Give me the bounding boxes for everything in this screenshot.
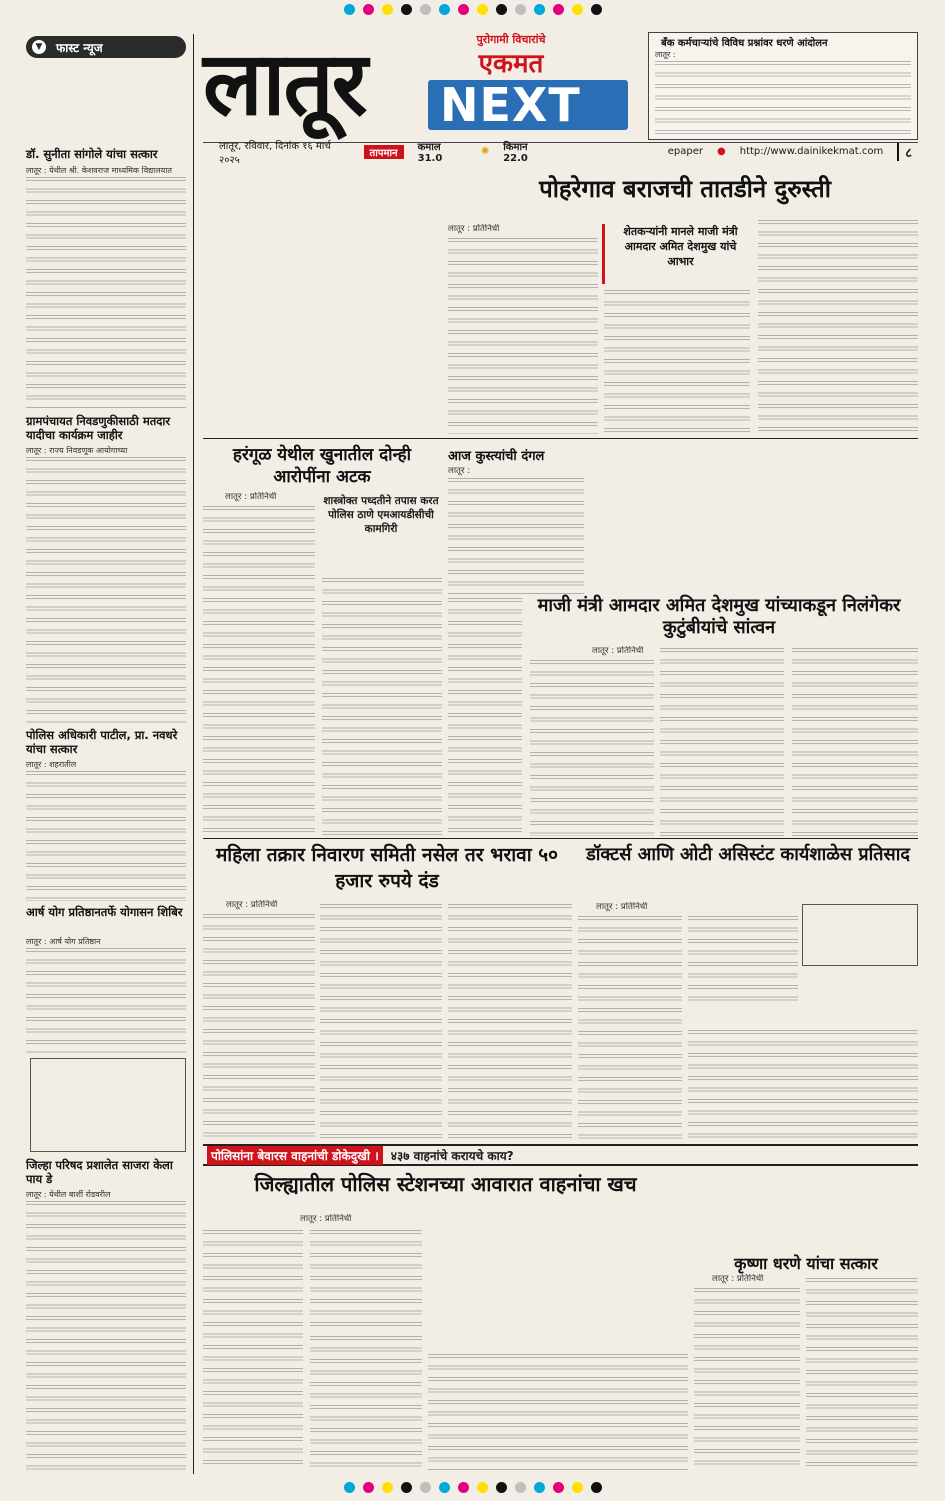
sidebar-headline-3: पोलिस अधिकारी पाटील, प्रा. नवधरे यांचा सत्कार bbox=[26, 728, 178, 756]
story7-body-col3 bbox=[428, 1354, 688, 1470]
story6-headline: डॉक्टर्स आणि ओटी असिस्टंट कार्यशाळेस प्रतिसाद bbox=[586, 844, 910, 865]
story2-byline: लातूर : प्रतिनिधी bbox=[225, 492, 277, 502]
masthead-tagline: पुरोगामी विचारांचे bbox=[476, 33, 546, 46]
story3-byline: लातूर : bbox=[448, 466, 471, 476]
story5-body-col2 bbox=[320, 904, 442, 1142]
story8-photo bbox=[694, 1170, 918, 1250]
story8-headline: कृष्णा धरणे यांचा सत्कार bbox=[734, 1254, 878, 1273]
sidebar-headline-4: आर्ष योग प्रतिष्ठानतर्फे योगासन शिबिर bbox=[26, 905, 183, 919]
top-right-box bbox=[648, 32, 918, 140]
registration-marks-bottom bbox=[0, 1482, 945, 1493]
story6-body-col1 bbox=[578, 916, 682, 1142]
story2-kicker: शास्त्रोक्त पध्दतीने तपास करत पोलिस ठाणे एमआयडीसीची कामगिरी bbox=[323, 495, 439, 535]
sidebar-photo-1 bbox=[30, 64, 186, 142]
section-rule-2 bbox=[203, 838, 918, 839]
dateline: लातूर, रविवार, दिनांक १६ मार्च २०२५ bbox=[219, 140, 331, 166]
sidebar-body-3 bbox=[26, 771, 186, 901]
sidebar-lead-3: लातूर : शहरातील bbox=[26, 760, 77, 769]
story7-body-col2b bbox=[310, 1336, 422, 1470]
story6-body-col2 bbox=[688, 916, 798, 1006]
story1-body-col1 bbox=[448, 238, 598, 434]
story1-pull-quote: शेतकऱ्यांनी मानले माजी मंत्री आमदार अमित देशमुख यांचे आभार bbox=[602, 224, 750, 284]
story4-byline: लातूर : प्रतिनिधी bbox=[592, 646, 644, 656]
story2-body-col1 bbox=[203, 506, 315, 836]
masthead-brand: एकमत bbox=[478, 49, 544, 79]
top-right-lead: लातूर : bbox=[655, 50, 676, 59]
sidebar-lead-2: लातूर : राज्य निवडणूक आयोगाच्या bbox=[26, 446, 128, 455]
story3-body bbox=[448, 478, 584, 596]
story7-photo bbox=[428, 1228, 688, 1350]
top-right-headline: बँक कर्मचाऱ्यांचे विविध प्रश्नांवर धरणे आंदोलन bbox=[661, 38, 828, 49]
chevron-down-icon: ▼ bbox=[32, 40, 46, 54]
dateline-bar bbox=[203, 140, 918, 166]
fast-news-label: फास्ट न्यूज bbox=[56, 40, 103, 55]
story6-photo-1 bbox=[802, 904, 918, 966]
story3-headline: आज कुस्त्यांची दंगल bbox=[448, 449, 545, 464]
max-temp: कमाल 31.0 bbox=[417, 142, 443, 164]
story8-byline: लातूर : प्रतिनिधी bbox=[712, 1274, 764, 1284]
banner-red-text: पोलिसांना बेवारस वाहनांची डोकेदुखी । bbox=[207, 1146, 383, 1165]
sidebar-body-1 bbox=[26, 177, 186, 409]
sidebar-lead-4: लातूर : आर्ष योग प्रतिष्ठान bbox=[26, 937, 101, 946]
page-number: ८ bbox=[897, 143, 918, 161]
sidebar-headline-1: डॉ. सुनीता सांगोले यांचा सत्कार bbox=[26, 147, 158, 161]
story6-body-col3 bbox=[688, 1030, 918, 1142]
story7-headline: जिल्ह्यातील पोलिस स्टेशनच्या आवारात वाहनांचा खच bbox=[254, 1172, 637, 1196]
story6-byline: लातूर : प्रतिनिधी bbox=[596, 902, 648, 912]
story4-headline: माजी मंत्री आमदार अमित देशमुख यांच्याकडून निलंगेकर कुटुंबीयांचे सांत्वन bbox=[537, 595, 901, 638]
vehicles-banner bbox=[203, 1144, 918, 1166]
fast-news-header bbox=[26, 36, 186, 58]
masthead-next: NEXT bbox=[428, 80, 628, 130]
website-url[interactable]: http://www.dainikekmat.com bbox=[739, 146, 884, 157]
weather-label: तापमान bbox=[364, 145, 404, 159]
story8-body-col1 bbox=[694, 1288, 800, 1470]
story5-headline: महिला तक्रार निवारण समिती नसेल तर भरावा ५० हजार रुपये दंड bbox=[215, 844, 559, 892]
story7-body-col1 bbox=[203, 1230, 303, 1470]
min-temp: किमान 22.0 bbox=[503, 142, 528, 164]
epaper-label: epaper bbox=[667, 146, 703, 157]
story7-body-col2 bbox=[310, 1230, 422, 1330]
registration-marks-top bbox=[0, 4, 945, 15]
story1-headline: पोहरेगाव बराजची तातडीने दुरुस्ती bbox=[539, 175, 831, 203]
sidebar-body-5 bbox=[26, 1201, 186, 1471]
story2-headline: हरंगूळ येथील खुनातील दोन्ही आरोपींना अटक bbox=[232, 445, 412, 487]
sidebar-headline-5: जिल्हा परिषद प्रशालेत साजरा केला पाय डे bbox=[26, 1158, 173, 1186]
story1-photo bbox=[203, 164, 439, 436]
section-rule-1 bbox=[203, 438, 918, 439]
story5-body-col3 bbox=[448, 904, 572, 1142]
sidebar-body-4 bbox=[26, 948, 186, 1053]
story1-body-col3 bbox=[758, 220, 918, 434]
sidebar-body-2 bbox=[26, 457, 186, 724]
banner-black-text: ४३७ वाहनांचे करायचे काय? bbox=[390, 1148, 514, 1163]
masthead-title: लातूर bbox=[203, 32, 366, 135]
story5-byline: लातूर : प्रतिनिधी bbox=[226, 900, 278, 910]
story4-body-col1 bbox=[530, 660, 654, 836]
sidebar-photo-yoga bbox=[30, 1058, 186, 1152]
story4-body-col3 bbox=[792, 648, 918, 836]
globe-icon: ● bbox=[717, 146, 726, 157]
story2-body-col2 bbox=[322, 578, 442, 836]
sidebar-lead-5: लातूर : येथील बार्शी रोडवरील bbox=[26, 1190, 111, 1199]
story4-photo bbox=[588, 444, 918, 594]
sidebar-lead-1: लातूर : येथील श्री. केशवराज माध्यमिक विद्यालयात bbox=[26, 166, 172, 175]
sun-icon: ✺ bbox=[480, 146, 490, 157]
story1-byline: लातूर : प्रतिनिधी bbox=[448, 224, 500, 234]
story1-body-col2 bbox=[604, 290, 750, 434]
story6-photo-2 bbox=[802, 968, 918, 1026]
story7-byline: लातूर : प्रतिनिधी bbox=[300, 1214, 352, 1224]
top-right-body bbox=[655, 61, 911, 137]
story5-body-col1 bbox=[203, 914, 315, 1142]
story3-body-cont bbox=[448, 598, 522, 836]
sidebar-headline-2: ग्रामपंचायत निवडणुकीसाठी मतदार यादीचा कार्यक्रम जाहीर bbox=[26, 414, 171, 442]
story4-body-col2 bbox=[660, 648, 784, 836]
story8-body-col2 bbox=[806, 1278, 918, 1470]
column-divider bbox=[193, 34, 194, 1474]
